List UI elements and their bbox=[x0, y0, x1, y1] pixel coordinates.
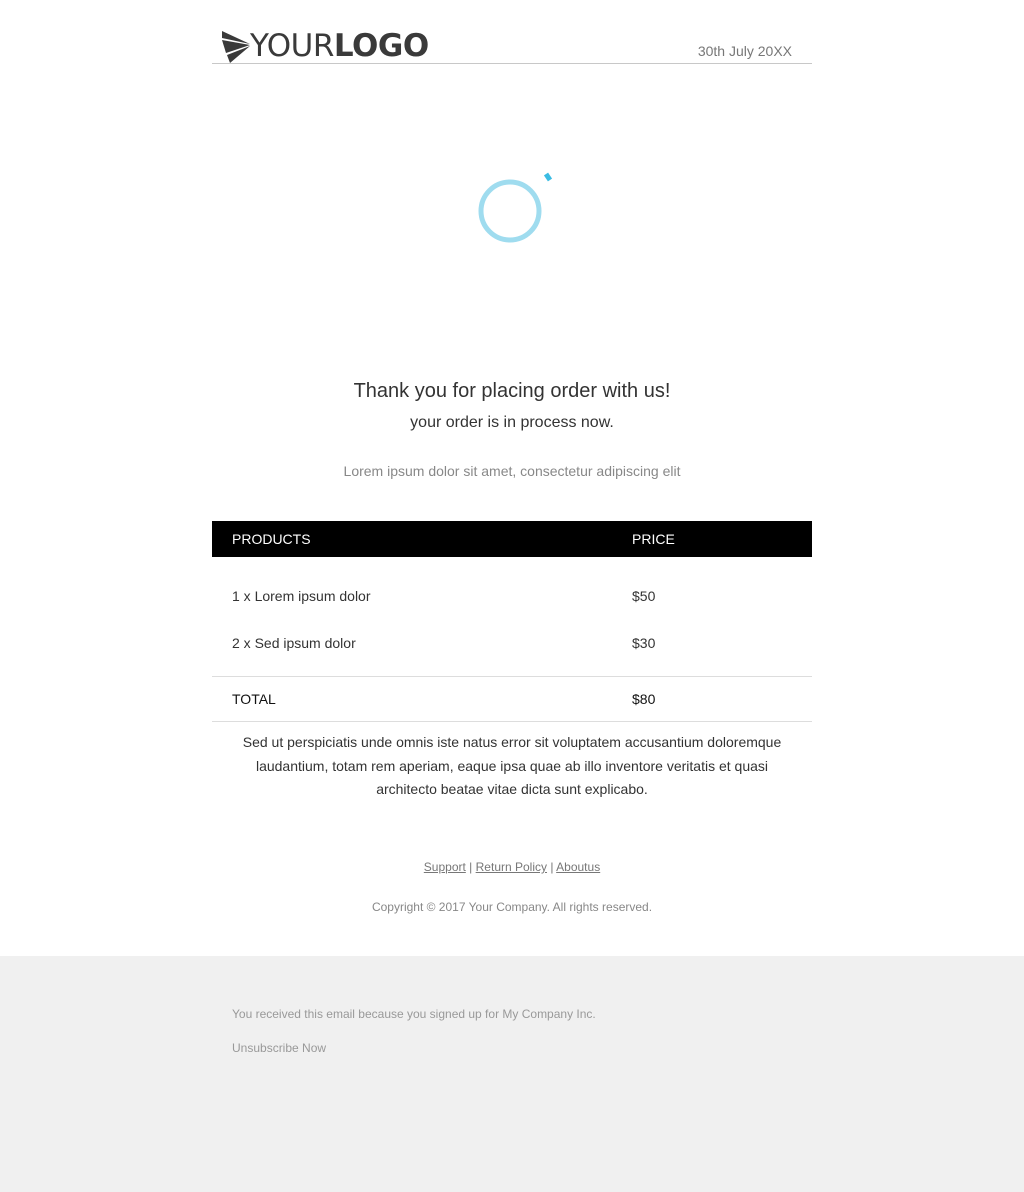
email-header bbox=[212, 0, 812, 64]
intro-text: Lorem ipsum dolor sit amet, consectetur adipiscing elit bbox=[343, 463, 681, 479]
order-date: 30th July 20XX bbox=[697, 43, 792, 59]
total-row bbox=[212, 677, 812, 722]
description-paragraph: Sed ut perspiciatis unde omnis iste natus error sit voluptatem accusantium doloremque laudantium, totam rem aperiam, eaque ipsa quae ab illo inventore veritatis et quasi architecto beatae vitae dicta sunt explicabo. bbox=[242, 734, 782, 797]
order-status-subtitle: your order is in process now. bbox=[410, 414, 614, 431]
thank-you-heading: Thank you for placing order with us! bbox=[353, 380, 671, 402]
footer-links bbox=[0, 860, 1024, 874]
price-column-header: PRICE bbox=[632, 531, 675, 547]
total-label: TOTAL bbox=[232, 691, 276, 707]
price-cell: $30 bbox=[632, 634, 656, 651]
table-row bbox=[212, 572, 812, 619]
company-logo bbox=[222, 28, 429, 64]
product-cell: 2 x Sed ipsum dolor bbox=[232, 634, 356, 651]
return-policy-link[interactable]: Return Policy bbox=[475, 860, 548, 874]
total-value: $80 bbox=[632, 691, 656, 707]
product-cell: 1 x Lorem ipsum dolor bbox=[232, 587, 371, 604]
email-footer bbox=[0, 956, 1024, 1192]
paper-plane-icon bbox=[222, 29, 252, 63]
signup-notice: You received this email because you signed up for My Company Inc. bbox=[232, 1007, 596, 1021]
price-cell: $50 bbox=[632, 587, 656, 604]
support-link[interactable]: Support bbox=[423, 860, 466, 874]
table-body bbox=[212, 557, 812, 677]
table-row bbox=[212, 619, 812, 666]
products-column-header: PRODUCTS bbox=[232, 531, 311, 547]
copyright-text: Copyright © 2017 Your Company. All rights reserved. bbox=[371, 900, 653, 914]
link-separator: | bbox=[550, 860, 554, 874]
order-table bbox=[212, 521, 812, 722]
unsubscribe-link[interactable]: Unsubscribe Now bbox=[232, 1041, 327, 1055]
about-us-link[interactable]: Aboutus bbox=[556, 860, 601, 874]
table-header bbox=[212, 521, 812, 557]
link-separator: | bbox=[469, 860, 473, 874]
loading-ring-icon bbox=[470, 166, 560, 252]
logo-text: YOURLOGO bbox=[250, 28, 429, 64]
